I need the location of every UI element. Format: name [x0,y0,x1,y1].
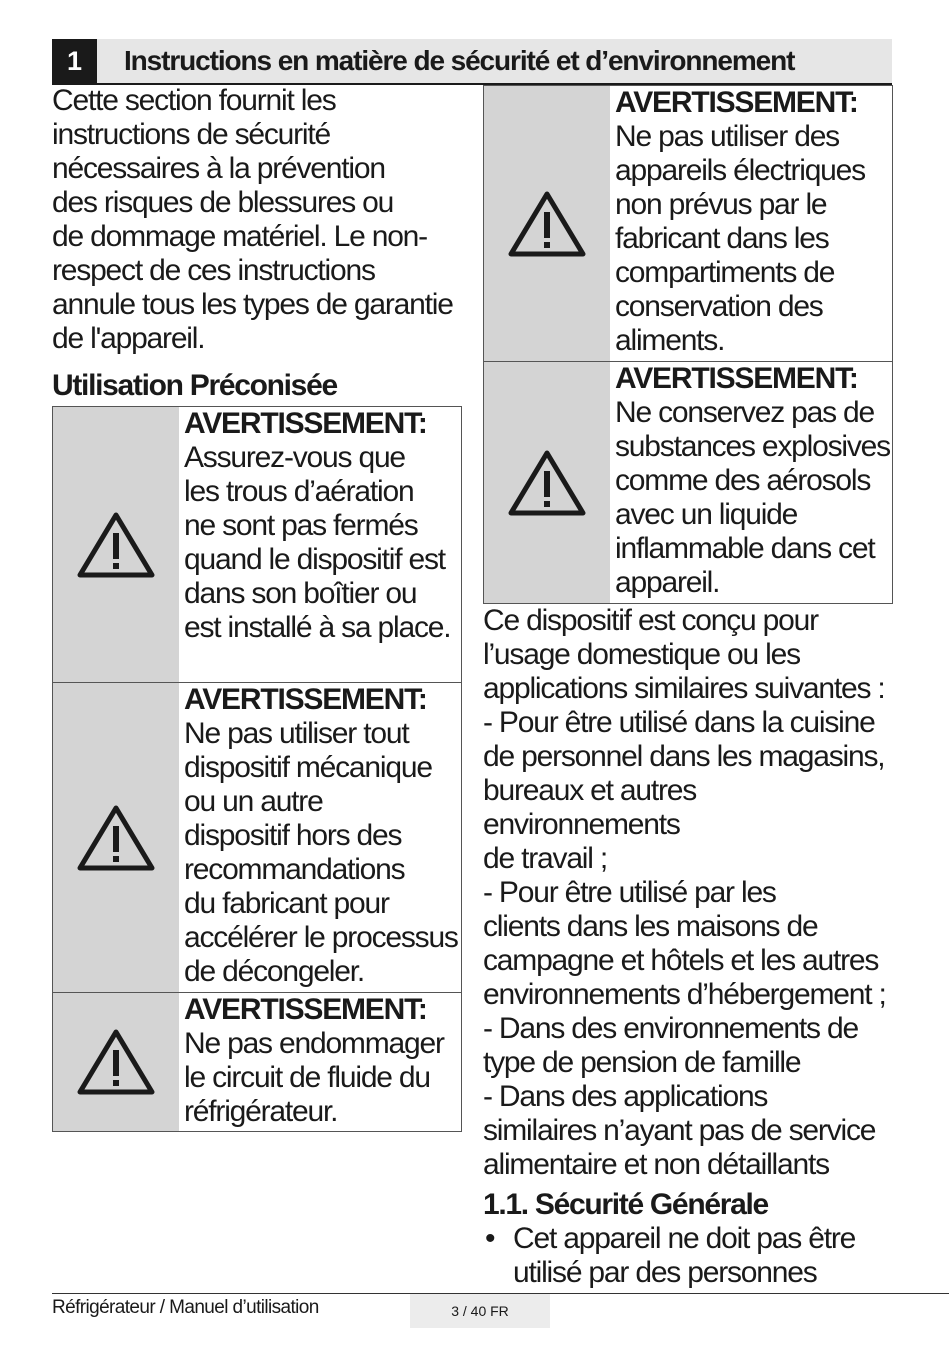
warning-title: AVERTISSEMENT: [184,407,427,440]
warning-title: AVERTISSEMENT: [615,86,858,119]
warning-title: AVERTISSEMENT: [184,683,427,716]
section-number: 1 [52,39,97,83]
section-title: Instructions en matière de sécurité et d’environnement [124,45,795,76]
list-item [483,1222,893,1290]
list-item-text: Cet appareil ne doit pas être utilisé par des personnes [513,1222,856,1289]
bullet-icon: • [485,1222,495,1255]
warning-title: AVERTISSEMENT: [184,993,427,1026]
warning-triangle-icon [508,449,586,517]
subheading-utilisation: Utilisation Préconisée [52,369,337,402]
intro-paragraph: Cette section fournit les instructions de sécurité nécessaires à la prévention des risques de blessures ou de dommage matériel. Le non- respect de ces instructions annule tous les types de garantie de l'appareil. [52,84,453,355]
page-number: 3 / 40 FR [410,1294,550,1328]
warning-triangle-icon [77,804,155,872]
right-column [483,86,893,1290]
warning-text: Ne pas utiliser tout dispositif mécanique ou un autre dispositif hors des recommandations du fabricant pour accélérer le processus de décongeler. [184,717,458,988]
warning-title: AVERTISSEMENT: [615,362,858,395]
warning-text: Ne conservez pas de substances explosives comme des aérosols avec un liquide inflammable dans cet appareil. [615,396,890,599]
usage-paragraph: Ce dispositif est conçu pour l’usage domestique ou les applications similaires suivantes : - Pour être utilisé dans la cuisine de personnel dans les magasins, bureaux et autres environnements de travail ; - Pour être utilisé par les clients dans les maisons de campagne et hôtels et les autres environnements d’hébergement ; - Dans des environnements de type de pension de famille - Dans des applications similaires n’ayant pas de service alimentaire et non détaillants [483,604,886,1181]
warning-text: Assurez-vous que les trous d’aération ne sont pas fermés quand le dispositif est dans son boîtier ou est installé à sa place. [184,441,451,644]
warning-box [52,682,462,993]
section-header [52,39,892,85]
warning-text: Ne pas utiliser des appareils électriques non prévus par le fabricant dans les compartiments de conservation des aliments. [615,120,865,357]
warning-text: Ne pas endommager le circuit de fluide du réfrigérateur. [184,1027,444,1128]
warning-box [52,406,462,683]
warning-triangle-icon [508,190,586,258]
warning-box [52,992,462,1132]
warning-triangle-icon [77,511,155,579]
footer-title: Réfrigérateur / Manuel d’utilisation [52,1297,319,1318]
warning-triangle-icon [77,1028,155,1096]
warning-box [483,85,893,362]
subsection-title: 1.1. Sécurité Générale [483,1188,768,1221]
warning-box [483,361,893,604]
left-column [52,84,462,1132]
